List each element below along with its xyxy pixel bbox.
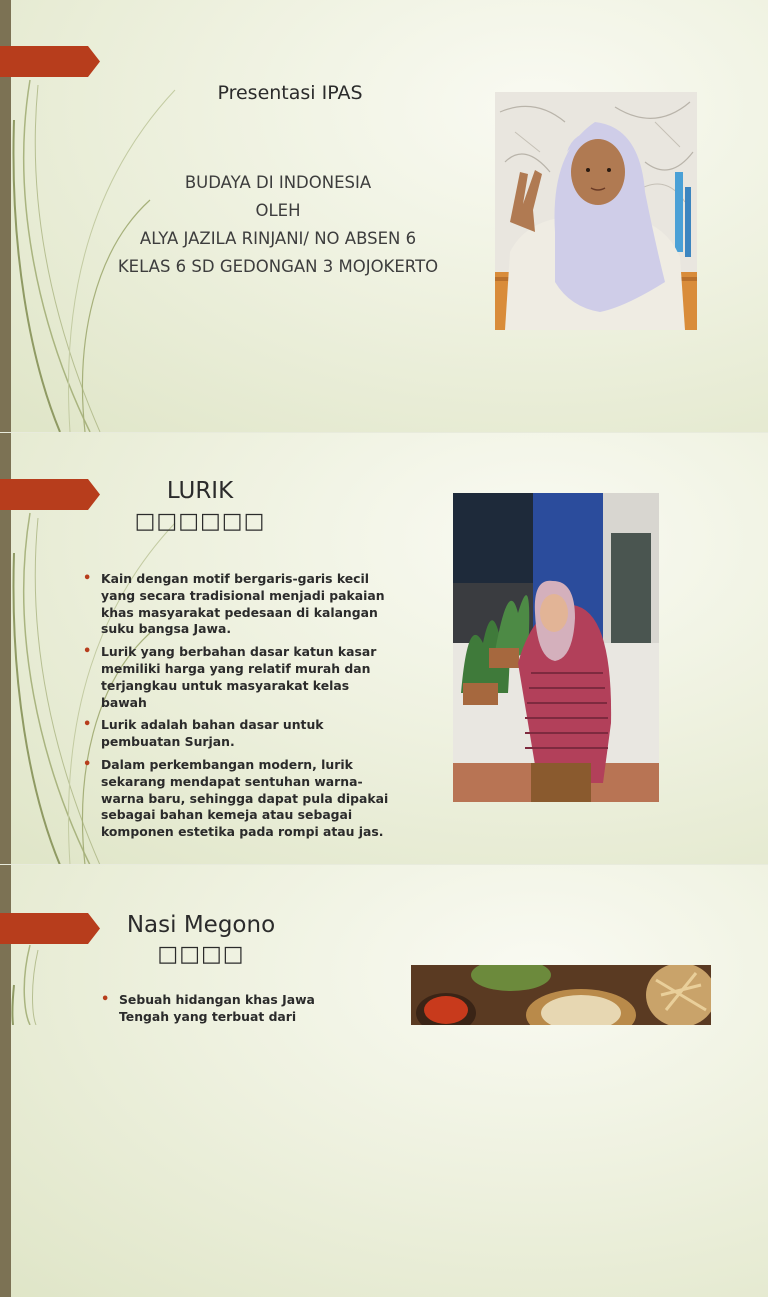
nasi-megono-bullet-list — [101, 992, 341, 1032]
subtitle-line: ALYA JAZILA RINJANI/ NO ABSEN 6 — [139, 229, 417, 248]
list-item: • Lurik yang berbahan dasar katun kasar memiliki harga yang relatif murah dan terjangkau untuk masyarakat kelas bawah — [83, 644, 393, 711]
slide-title-nasi-megono: Nasi Megono — [126, 912, 276, 938]
slide-title-lurik: LURIK — [166, 478, 234, 504]
title-accent-tab — [0, 479, 100, 510]
list-item: • Sebuah hidangan khas Jawa Tengah yang terbuat dari — [101, 992, 341, 1026]
slide-3 — [0, 864, 768, 1297]
lurik-bullet-list — [83, 571, 393, 847]
subtitle-line: KELAS 6 SD GEDONGAN 3 MOJOKERTO — [117, 257, 439, 276]
subtitle-line: OLEH — [255, 201, 301, 220]
title-accent-tab — [0, 46, 100, 77]
list-item: • Lurik adalah bahan dasar untuk pembuatan Surjan. — [83, 717, 393, 751]
slide-1 — [0, 0, 768, 432]
list-item: • Dalam perkembangan modern, lurik sekarang mendapat sentuhan warna-warna baru, sehingga dapat pula dipakai sebagai bahan kemeja atau sebagai komponen estetika pada rompi atau jas. — [83, 757, 393, 841]
slide-2 — [0, 432, 768, 865]
subtitle-line: BUDAYA DI INDONESIA — [184, 173, 372, 192]
title-accent-tab — [0, 913, 100, 944]
nasi-megono-photo — [411, 965, 711, 1025]
list-item: • Kain dengan motif bergaris-garis kecil yang secara tradisional menjadi pakaian khas masyarakat pedesaan di kalangan suku bangsa Jawa. — [83, 571, 393, 638]
lurik-photo — [453, 493, 659, 802]
student-photo — [495, 92, 697, 330]
presentation-subtitle — [80, 169, 476, 281]
slide-title-glyphs: □□□□ — [157, 942, 245, 967]
slide-title-glyphs: □□□□□□ — [134, 509, 266, 534]
presentation-title: Presentasi IPAS — [217, 82, 363, 104]
